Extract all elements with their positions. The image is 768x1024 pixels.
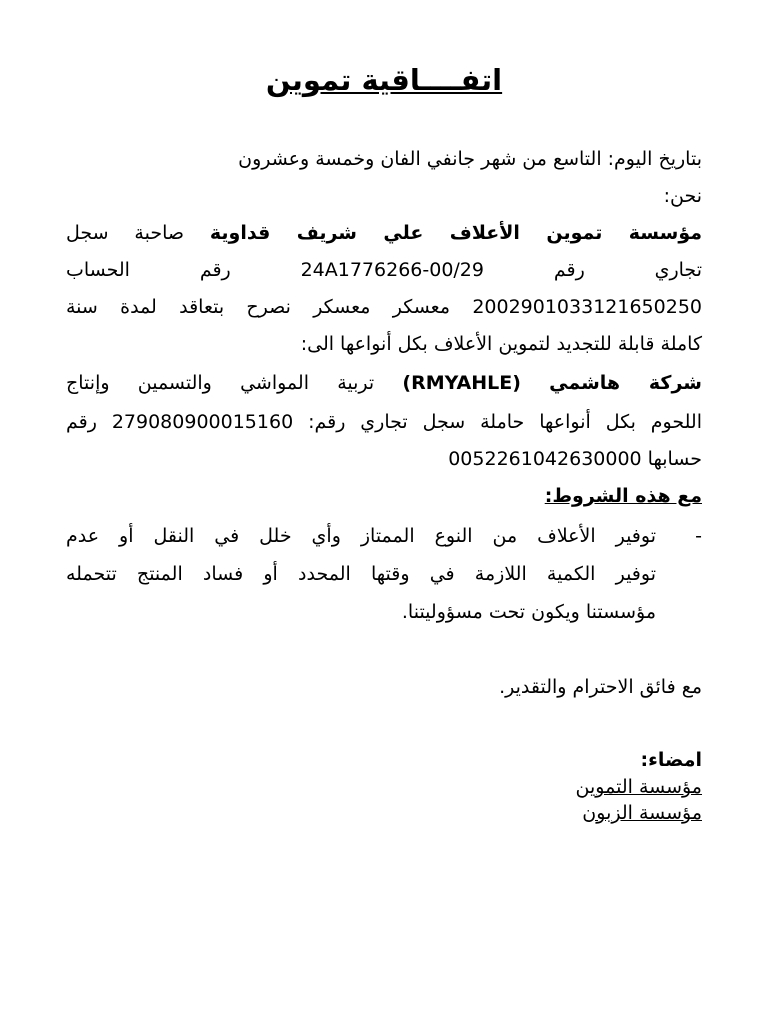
party2-line1 xyxy=(66,369,702,397)
condition-line: مؤسستنا ويكون تحت مسؤوليتنا. xyxy=(401,601,656,623)
condition-dash: - xyxy=(695,525,702,547)
party2-line3: حسابها 0052261042630000 xyxy=(448,448,702,470)
condition-line: توفير الأعلاف من النوع الممتاز وأي خلل في النقل أو عدم xyxy=(66,525,656,547)
document-title: اتفــــاقية تموين xyxy=(265,63,503,97)
closing-line: مع فائق الاحترام والتقدير. xyxy=(499,676,702,698)
party2-name: شركة هاشمي xyxy=(549,372,702,394)
document-page xyxy=(66,0,702,1024)
date-line: بتاريخ اليوم: التاسع من شهر جانفي الفان وخمسة وعشرون xyxy=(238,148,702,170)
party1-line1-rest: صاحبة سجل xyxy=(66,222,185,244)
party2-code: (RMYAHLE) xyxy=(402,372,521,394)
conditions-heading: مع هذه الشروط: xyxy=(544,485,702,507)
signature-heading: امضاء: xyxy=(640,749,702,771)
signature-supplier: مؤسسة التموين xyxy=(575,776,702,798)
party2-line1-rest: تربية المواشي والتسمين وإنتاج xyxy=(66,372,375,394)
signature-customer: مؤسسة الزبون xyxy=(582,802,702,824)
party1-line3: 2002901033121650250 معسكر معسكر نصرح بتعاقد لمدة سنة xyxy=(66,296,702,318)
party1-line2: تجاري رقم 24A1776266-00/29 رقم الحساب xyxy=(66,259,702,281)
party1-line1 xyxy=(66,219,702,247)
party2-line2: اللحوم بكل أنواعها حاملة سجل تجاري رقم: 279080900015160 رقم xyxy=(66,411,702,433)
we-label: نحن: xyxy=(663,185,702,207)
condition-line: توفير الكمية اللازمة في وقتها المحدد أو فساد المنتج تتحمله xyxy=(66,563,656,585)
party1-line4: كاملة قابلة للتجديد لتموين الأعلاف بكل أنواعها الى: xyxy=(300,333,702,355)
party1-name: مؤسسة تموين الأعلاف علي شريف قداوية xyxy=(209,222,702,244)
